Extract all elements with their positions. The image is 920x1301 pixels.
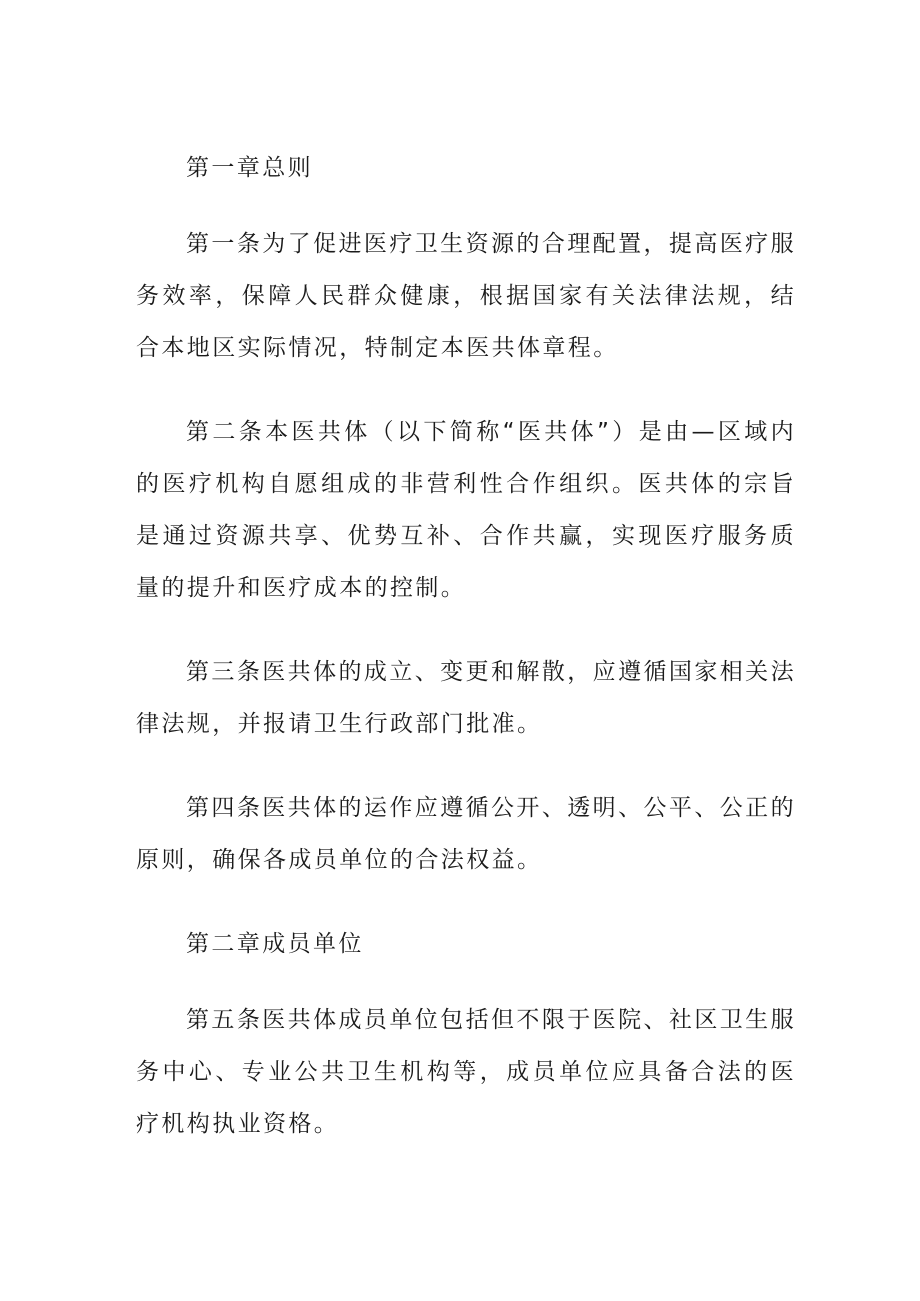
article-4-paragraph: 第四条医共体的运作应遵循公开、透明、公平、公正的原则，确保各成员单位的合法权益。	[136, 795, 796, 873]
article-3-paragraph: 第三条医共体的成立、变更和解散，应遵循国家相关法律法规，并报请卫生行政部门批准。	[136, 659, 796, 737]
article-2-paragraph: 第二条本医共体（以下简称“医共体”）是由—区域内的医疗机构自愿组成的非营利性合作组织。医共体的宗旨是通过资源共享、优势互补、合作共赢，实现医疗服务质量的提升和医疗成本的控制。	[136, 419, 796, 601]
article-1-paragraph: 第一条为了促进医疗卫生资源的合理配置，提高医疗服务效率，保障人民群众健康，根据国家有关法律法规，结合本地区实际情况，特制定本医共体章程。	[136, 231, 796, 361]
chapter-heading-1: 第一章总则	[186, 155, 313, 181]
chapter-heading-2: 第二章成员单位	[186, 931, 364, 957]
document-body	[136, 142, 796, 1150]
article-5-paragraph: 第五条医共体成员单位包括但不限于医院、社区卫生服务中心、专业公共卫生机构等，成员单位应具备合法的医疗机构执业资格。	[136, 1007, 796, 1137]
